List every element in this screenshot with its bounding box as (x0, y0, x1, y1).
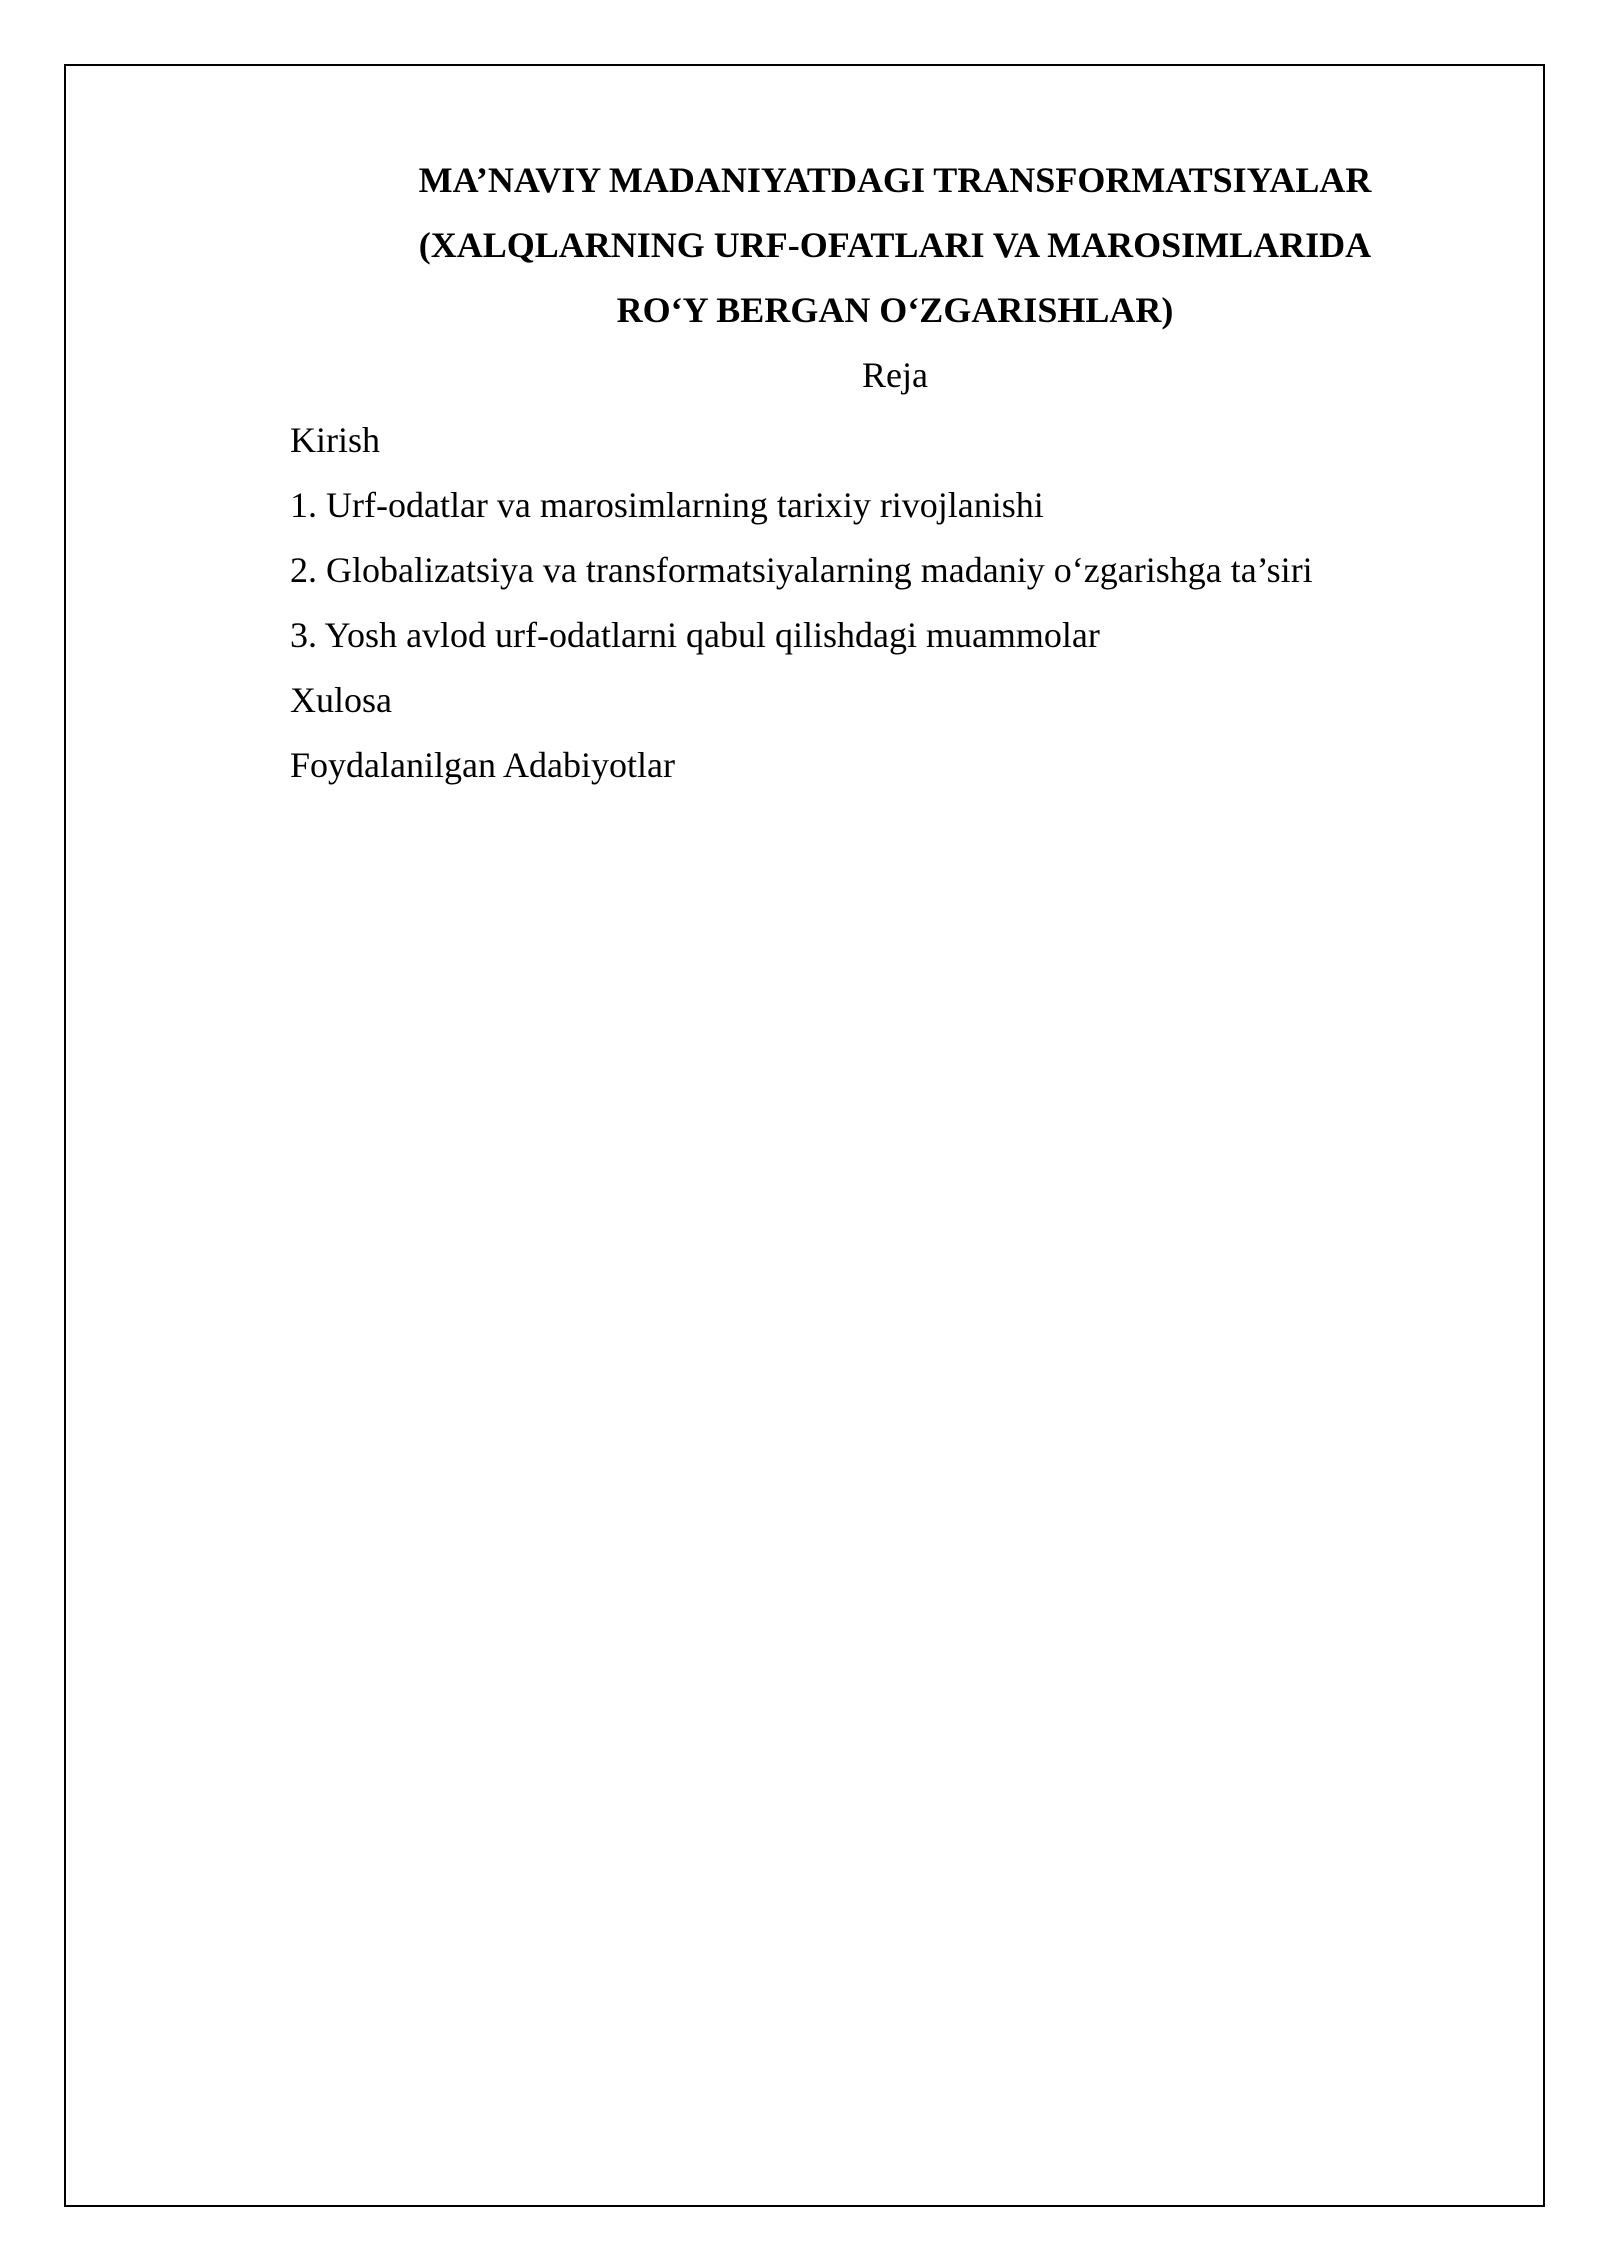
plan-item-introduction: Kirish (290, 420, 380, 460)
title-line-2: (XALQLARNING URF-OFATLARI VA MAROSIMLARIDA (418, 225, 1372, 265)
plan-item-2: 2. Globalizatsiya va transformatsiyalarning madaniy o‘zgarishga ta’siri (290, 550, 1313, 590)
plan-item-3: 3. Yosh avlod urf-odatlarni qabul qilishdagi muammolar (290, 615, 1100, 655)
title-line-3: RO‘Y BERGAN O‘ZGARISHLAR) (616, 290, 1174, 330)
plan-heading: Reja (862, 355, 928, 395)
title-line-1: MA’NAVIY MADANIYATDAGI TRANSFORMATSIYALAR (418, 160, 1372, 200)
plan-item-references: Foydalanilgan Adabiyotlar (290, 745, 675, 785)
plan-item-conclusion: Xulosa (290, 680, 392, 720)
plan-item-1: 1. Urf-odatlar va marosimlarning tarixiy rivojlanishi (290, 485, 1044, 525)
plan-list (290, 408, 1313, 798)
document-title (290, 148, 1500, 343)
